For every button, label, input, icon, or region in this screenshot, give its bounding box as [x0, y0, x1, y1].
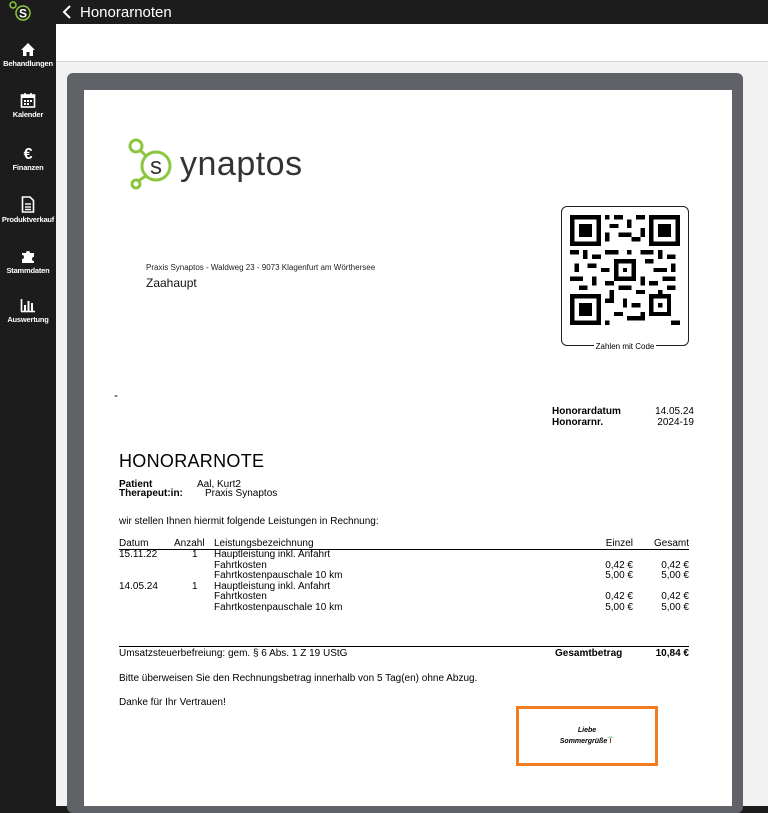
- sender-address: Praxis Synaptos - Waldweg 23 - 9073 Klagenfurt am Wörthersee: [146, 263, 376, 272]
- brand-logo: [126, 134, 303, 194]
- sidebar-item-produktverkauf[interactable]: Produktverkauf: [0, 196, 56, 224]
- invoice-title: HONORARNOTE: [119, 451, 265, 471]
- table-row: 14.05.24 1 Hauptleistung inkl. Anfahrt: [119, 580, 331, 592]
- table-header: Datum Anzahl Leistungsbezeichnung Einzel Gesamt: [119, 538, 689, 549]
- synaptos-logo-icon: [8, 1, 34, 23]
- table-row: 15.11.22 1 Hauptleistung inkl. Anfahrt: [119, 549, 331, 560]
- services-table: [119, 537, 689, 613]
- qr-code-box: [561, 206, 689, 351]
- sidebar-item-auswertung[interactable]: Auswertung: [0, 298, 56, 324]
- svg-text:€: €: [23, 146, 33, 161]
- sidebar: [0, 24, 56, 806]
- header-toolbar: [56, 24, 768, 62]
- patient-info: Patient Aal, Kurt2 Therapeut:in: Praxis Synaptos: [119, 479, 278, 499]
- sidebar-item-kalender[interactable]: Kalender: [0, 92, 56, 119]
- svg-text:S: S: [18, 6, 28, 21]
- thanks-text: Danke für Ihr Vertrauen!: [119, 697, 226, 708]
- intro-text: wir stellen Ihnen hiermit folgende Leistungen in Rechnung:: [119, 516, 379, 527]
- total-value: 10,84 €: [655, 648, 689, 659]
- top-bar: [0, 0, 768, 24]
- sidebar-item-behandlungen[interactable]: Behandlungen: [0, 42, 56, 68]
- meta-row-number: Honorarnr. 2024-19: [552, 417, 694, 428]
- sidebar-item-finanzen[interactable]: € Finanzen: [12, 146, 44, 172]
- table-row: Fahrtkosten 0,42 € 0,42 €: [214, 591, 689, 602]
- therapist-name: Praxis Synaptos: [205, 488, 278, 499]
- chevron-left-icon: [62, 5, 72, 19]
- table-row: Fahrtkosten 0,42 € 0,42 €: [214, 559, 689, 571]
- document-icon: [21, 196, 35, 213]
- tax-exemption-note: Umsatzsteuerbefreiung: gem. § 6 Abs. 1 Z 19 UStG: [119, 648, 348, 659]
- patient-name: Aal, Kurt2: [197, 479, 241, 490]
- back-button[interactable]: [62, 0, 172, 24]
- home-icon: [20, 42, 36, 57]
- bar-chart-icon: [20, 298, 36, 313]
- svg-text:s: s: [150, 153, 162, 180]
- table-row: Fahrtkostenpauschale 10 km 5,00 € 5,00 €: [214, 570, 689, 581]
- puzzle-icon: [20, 248, 36, 264]
- invoice-page[interactable]: [84, 90, 732, 806]
- synaptos-logo-icon: [126, 134, 178, 194]
- page-title: Honorarnoten: [80, 3, 172, 21]
- greeting-line-2: Sommergrüße: [559, 738, 608, 745]
- total-label: Gesamtbetrag: [555, 648, 623, 659]
- invoice-meta: [552, 406, 694, 428]
- sidebar-item-stammdaten[interactable]: Stammdaten: [0, 248, 56, 275]
- calendar-icon: [20, 92, 36, 108]
- greeting-box: [516, 706, 658, 766]
- total-row: [119, 646, 689, 660]
- main-content: [56, 24, 768, 806]
- qr-code-icon: [570, 215, 680, 325]
- qr-caption: Zahlen mit Code: [595, 342, 655, 351]
- separator-dash: -: [114, 388, 118, 402]
- app-logo[interactable]: [6, 1, 36, 23]
- table-row: Fahrtkostenpauschale 10 km 5,00 € 5,00 €: [214, 601, 689, 613]
- recipient-name: Zaahaupt: [146, 276, 197, 290]
- greeting-line-1: Liebe: [577, 727, 597, 734]
- meta-row-date: Honorardatum 14.05.24: [552, 406, 694, 417]
- palm-tree-icon: [607, 735, 614, 743]
- brand-name: ynaptos: [180, 144, 303, 183]
- payment-note: Bitte überweisen Sie den Rechnungsbetrag innerhalb von 5 Tag(en) ohne Abzug.: [119, 673, 478, 684]
- euro-icon: [21, 145, 35, 161]
